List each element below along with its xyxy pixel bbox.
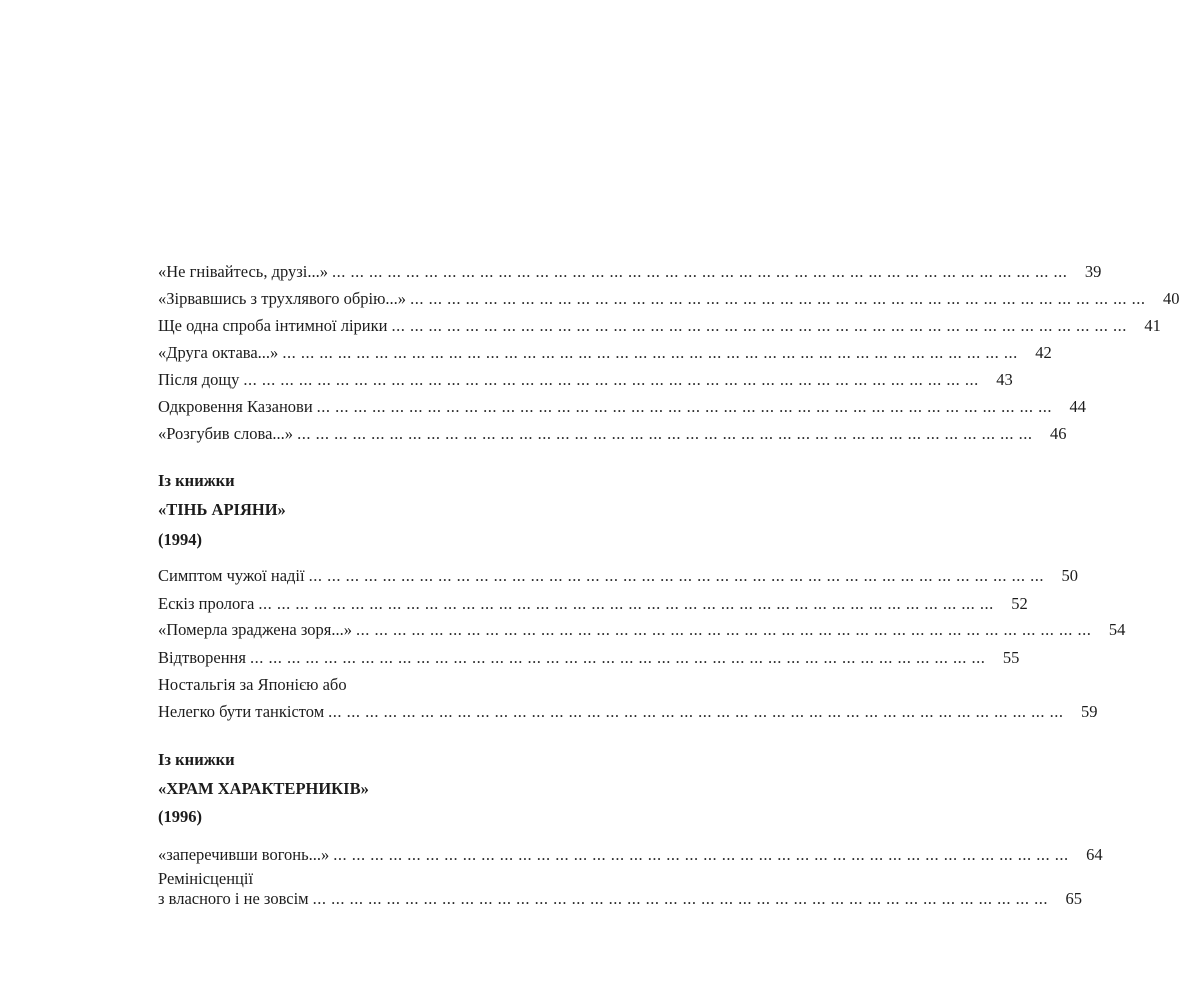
entry-title: Одкровення Казанови	[158, 397, 313, 416]
leader-dots: ... ... ... ... ... ... ... ... ... ... ... ... ... ... ... ... ... ... ... ... ... ... ... ... ... ... ... ... ... ... ... ... ... ... ... ... ... ... ... ...	[297, 424, 1033, 443]
entry-title-line1: Ремінісценції	[158, 869, 254, 888]
leader-dots: ... ... ... ... ... ... ... ... ... ... ... ... ... ... ... ... ... ... ... ... ... ... ... ... ... ... ... ... ... ... ... ... ... ... ... ... ... ... ... ...	[391, 316, 1127, 335]
entry-title: Ще одна спроба інтимної лірики	[158, 316, 388, 335]
page-number: 50	[1061, 566, 1078, 585]
entry-title: «Не гнівайтесь, друзі...»	[158, 262, 328, 281]
toc-entry	[158, 889, 1082, 909]
entry-title: Симптом чужої надії	[158, 566, 305, 585]
page-number: 41	[1144, 316, 1161, 335]
book-year: (1994)	[158, 530, 202, 549]
entry-title: «заперечивши вогонь...»	[158, 845, 330, 864]
toc-entry	[158, 594, 1028, 614]
page-number: 43	[996, 370, 1013, 389]
toc-entry	[158, 845, 1103, 865]
page-number: 39	[1084, 262, 1102, 281]
leader-dots: ... ... ... ... ... ... ... ... ... ... ... ... ... ... ... ... ... ... ... ... ... ... ... ... ... ... ... ... ... ... ... ... ... ... ... ... ... ... ... ...	[249, 648, 986, 667]
entry-title: «Друга октава...»	[158, 343, 279, 362]
entry-title: Відтворення	[158, 648, 246, 667]
toc-entry	[158, 620, 1126, 640]
toc-entry	[158, 262, 1102, 282]
page-number: 44	[1069, 397, 1087, 416]
entry-title-line1: Ностальгія за Японією або	[158, 675, 347, 694]
page-number: 52	[1011, 594, 1028, 613]
book-year: (1996)	[158, 807, 202, 826]
entry-title: з власного і не зовсім	[158, 889, 309, 908]
toc-entry	[158, 397, 1087, 417]
toc-entry	[158, 343, 1052, 363]
toc-entry	[158, 648, 1020, 668]
entry-title: «Померла зраджена зоря...»	[158, 620, 352, 639]
entry-title: Ескіз пролога	[158, 594, 255, 613]
leader-dots: ... ... ... ... ... ... ... ... ... ... ... ... ... ... ... ... ... ... ... ... ... ... ... ... ... ... ... ... ... ... ... ... ... ... ... ... ... ... ... ...	[243, 370, 979, 389]
leader-dots: ... ... ... ... ... ... ... ... ... ... ... ... ... ... ... ... ... ... ... ... ... ... ... ... ... ... ... ... ... ... ... ... ... ... ... ... ... ... ... ...	[316, 397, 1053, 416]
page-number: 42	[1035, 343, 1052, 362]
toc-entry	[158, 566, 1078, 586]
leader-dots: ... ... ... ... ... ... ... ... ... ... ... ... ... ... ... ... ... ... ... ... ... ... ... ... ... ... ... ... ... ... ... ... ... ... ... ... ... ... ... ...	[312, 889, 1048, 908]
entry-title: «Розгубив слова...»	[158, 424, 294, 443]
leader-dots: ... ... ... ... ... ... ... ... ... ... ... ... ... ... ... ... ... ... ... ... ... ... ... ... ... ... ... ... ... ... ... ... ... ... ... ... ... ... ... ...	[308, 566, 1044, 585]
entry-title: «Зірвавшись з трухлявого обрію...»	[158, 289, 407, 308]
toc-entry	[158, 370, 1013, 390]
section-from-label: Із книжки	[158, 471, 235, 490]
leader-dots: ... ... ... ... ... ... ... ... ... ... ... ... ... ... ... ... ... ... ... ... ... ... ... ... ... ... ... ... ... ... ... ... ... ... ... ... ... ... ... ...	[331, 262, 1068, 281]
book-title: «ХРАМ ХАРАКТЕРНИКІВ»	[158, 779, 369, 798]
entry-title: Нелегко бути танкістом	[158, 702, 325, 721]
toc-entry	[158, 289, 1179, 309]
leader-dots: ... ... ... ... ... ... ... ... ... ... ... ... ... ... ... ... ... ... ... ... ... ... ... ... ... ... ... ... ... ... ... ... ... ... ... ... ... ... ... ...	[356, 620, 1092, 639]
page-number: 65	[1065, 889, 1082, 908]
leader-dots: ... ... ... ... ... ... ... ... ... ... ... ... ... ... ... ... ... ... ... ... ... ... ... ... ... ... ... ... ... ... ... ... ... ... ... ... ... ... ... ...	[258, 594, 994, 613]
page-number: 54	[1108, 620, 1126, 639]
book-title: «ТІНЬ АРІЯНИ»	[158, 500, 286, 519]
page-number: 55	[1002, 648, 1020, 667]
page-number: 59	[1081, 702, 1098, 721]
toc-entry	[158, 316, 1161, 336]
section-from-label: Із книжки	[158, 750, 235, 769]
leader-dots: ... ... ... ... ... ... ... ... ... ... ... ... ... ... ... ... ... ... ... ... ... ... ... ... ... ... ... ... ... ... ... ... ... ... ... ... ... ... ... ...	[282, 343, 1018, 362]
leader-dots: ... ... ... ... ... ... ... ... ... ... ... ... ... ... ... ... ... ... ... ... ... ... ... ... ... ... ... ... ... ... ... ... ... ... ... ... ... ... ... ...	[328, 702, 1064, 721]
leader-dots: ... ... ... ... ... ... ... ... ... ... ... ... ... ... ... ... ... ... ... ... ... ... ... ... ... ... ... ... ... ... ... ... ... ... ... ... ... ... ... ...	[410, 289, 1146, 308]
page-number: 46	[1049, 424, 1067, 443]
leader-dots: ... ... ... ... ... ... ... ... ... ... ... ... ... ... ... ... ... ... ... ... ... ... ... ... ... ... ... ... ... ... ... ... ... ... ... ... ... ... ... ...	[333, 845, 1069, 864]
page-number: 40	[1162, 289, 1179, 308]
entry-title: Після дощу	[158, 370, 240, 389]
toc-entry	[158, 702, 1098, 722]
page-number: 64	[1086, 845, 1103, 864]
toc-entry	[158, 424, 1067, 444]
